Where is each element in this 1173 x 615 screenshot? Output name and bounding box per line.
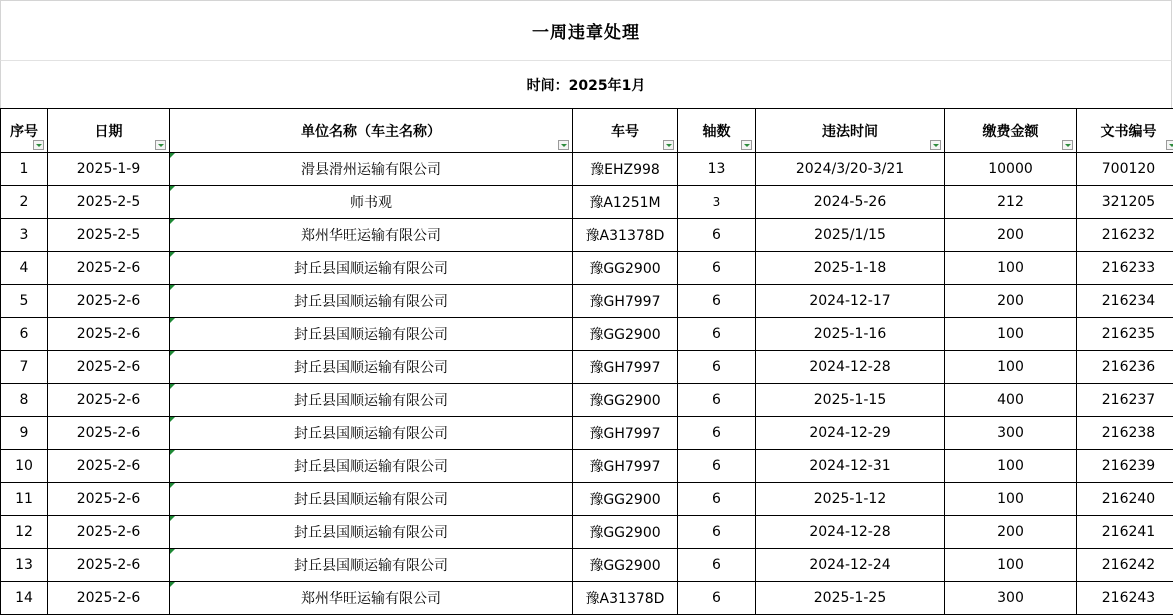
cell-date[interactable] [48,516,170,549]
cell-text: 11 [15,491,33,507]
cell-axle[interactable] [678,186,756,219]
cell-unit[interactable] [170,153,573,186]
cell-text: 200 [997,227,1024,243]
cell-plate[interactable] [573,450,678,483]
cell-text: 豫GG2900 [589,558,661,574]
cell-doc-no[interactable] [1077,582,1173,615]
cell-text: 滑县滑州运输有限公司 [301,162,441,178]
cell-seq[interactable] [1,549,48,582]
cell-text: 师书观 [350,195,392,211]
cell-seq[interactable] [1,450,48,483]
filter-dropdown-icon[interactable] [155,140,166,150]
cell-unit[interactable] [170,516,573,549]
cell-unit[interactable] [170,186,573,219]
cell-axle[interactable] [678,417,756,450]
cell-text: 2025-2-6 [76,260,141,276]
cell-amount[interactable] [945,549,1077,582]
cell-text: 300 [997,425,1024,441]
cell-seq[interactable] [1,186,48,219]
cell-text: 2025-2-5 [76,194,141,210]
header-plate-label: 车号 [611,123,639,140]
cell-unit[interactable] [170,219,573,252]
cell-text: 豫GH7997 [589,294,661,310]
cell-text: 2024-12-24 [809,557,891,573]
cell-violation-time[interactable] [756,417,945,450]
cell-plate[interactable] [573,285,678,318]
cell-text: 12 [15,524,33,540]
cell-violation-time[interactable] [756,186,945,219]
filter-dropdown-icon[interactable] [930,140,941,150]
cell-text: 2025-2-6 [76,326,141,342]
cell-amount[interactable] [945,450,1077,483]
cell-text: 216238 [1101,425,1156,441]
cell-text: 2025-2-6 [76,524,141,540]
cell-violation-time[interactable] [756,318,945,351]
cell-date[interactable] [48,252,170,285]
cell-date[interactable] [48,318,170,351]
cell-amount[interactable] [945,384,1077,417]
cell-doc-no[interactable] [1077,450,1173,483]
header-plate[interactable] [573,109,678,153]
cell-date[interactable] [48,285,170,318]
table-row [1,582,1173,615]
cell-text: 豫GG2900 [589,492,661,508]
cell-amount[interactable] [945,252,1077,285]
cell-text: 郑州华旺运输有限公司 [301,591,441,607]
cell-text: 2024-12-28 [809,524,891,540]
comment-indicator-icon [170,483,175,488]
cell-date[interactable] [48,582,170,615]
cell-text: 2025-1-16 [813,326,887,342]
cell-text: 212 [997,194,1024,210]
cell-plate[interactable] [573,417,678,450]
cell-text: 2025-2-6 [76,359,141,375]
cell-text: 封丘县国顺运输有限公司 [294,327,448,343]
cell-text: 6 [712,458,721,474]
filter-dropdown-icon[interactable] [33,140,44,150]
table-row [1,549,1173,582]
cell-text: 6 [712,392,721,408]
cell-text: 6 [712,524,721,540]
cell-text: 5 [19,293,29,309]
cell-amount[interactable] [945,153,1077,186]
cell-text: 郑州华旺运输有限公司 [301,228,441,244]
cell-text: 封丘县国顺运输有限公司 [294,360,448,376]
cell-text: 700120 [1101,161,1156,177]
table-row [1,351,1173,384]
cell-text: 豫A31378D [585,228,665,244]
cell-violation-time[interactable] [756,582,945,615]
cell-text: 3 [19,227,29,243]
header-violation-time-label: 违法时间 [822,123,878,140]
cell-date[interactable] [48,549,170,582]
cell-doc-no[interactable] [1077,483,1173,516]
cell-text: 2025-2-6 [76,557,141,573]
table-row [1,450,1173,483]
header-date-label: 日期 [94,123,123,140]
cell-text: 100 [997,491,1024,507]
cell-seq[interactable] [1,483,48,516]
cell-text: 2 [19,194,29,210]
header-unit-label: 单位名称（车主名称） [301,123,441,140]
cell-text: 216242 [1101,557,1156,573]
cell-text: 2025-1-15 [813,392,887,408]
cell-text: 豫EHZ998 [590,162,660,178]
cell-seq[interactable] [1,351,48,384]
cell-text: 2024-12-31 [809,458,891,474]
cell-seq[interactable] [1,285,48,318]
cell-text: 2025-2-6 [76,590,141,606]
comment-indicator-icon [170,582,175,587]
cell-text: 321205 [1101,194,1156,210]
cell-axle[interactable] [678,219,756,252]
cell-text: 封丘县国顺运输有限公司 [294,492,448,508]
cell-axle[interactable] [678,582,756,615]
comment-indicator-icon [170,252,175,257]
cell-text: 9 [19,425,29,441]
header-axle-label: 轴数 [702,123,731,140]
header-seq-label: 序号 [10,123,38,140]
cell-text: 6 [712,260,721,276]
cell-text: 200 [997,293,1024,309]
cell-seq[interactable] [1,318,48,351]
cell-text: 2024-12-17 [809,293,891,309]
header-seq[interactable] [1,109,48,153]
comment-indicator-icon [170,318,175,323]
cell-seq[interactable] [1,219,48,252]
table-row [1,252,1173,285]
cell-text: 2024-12-28 [809,359,891,375]
comment-indicator-icon [170,351,175,356]
time-label[interactable]: 时间：2025年1月 [0,61,1172,108]
cell-plate[interactable] [573,219,678,252]
cell-text: 豫GG2900 [589,261,661,277]
cell-text: 100 [997,260,1024,276]
filter-dropdown-icon[interactable] [741,140,752,150]
cell-axle[interactable] [678,153,756,186]
comment-indicator-icon [170,285,175,290]
cell-text: 豫A31378D [585,591,665,607]
cell-text: 216243 [1101,590,1156,606]
cell-text: 2025-1-25 [813,590,887,606]
cell-text: 216237 [1101,392,1156,408]
header-amount[interactable] [945,109,1077,153]
table-row [1,384,1173,417]
cell-text: 2025/1/15 [814,227,886,243]
table-row [1,186,1173,219]
cell-text: 封丘县国顺运输有限公司 [294,525,448,541]
cell-unit[interactable] [170,582,573,615]
cell-violation-time[interactable] [756,384,945,417]
cell-seq[interactable] [1,417,48,450]
comment-indicator-icon [170,186,175,191]
cell-unit[interactable] [170,549,573,582]
cell-text: 216234 [1101,293,1156,309]
cell-axle[interactable] [678,285,756,318]
cell-unit[interactable] [170,351,573,384]
cell-text: 豫GH7997 [589,459,661,475]
cell-text: 封丘县国顺运输有限公司 [294,294,448,310]
cell-doc-no[interactable] [1077,219,1173,252]
cell-axle[interactable] [678,450,756,483]
cell-violation-time[interactable] [756,549,945,582]
cell-unit[interactable] [170,384,573,417]
cell-violation-time[interactable] [756,351,945,384]
cell-date[interactable] [48,219,170,252]
cell-text: 216233 [1101,260,1156,276]
comment-indicator-icon [170,516,175,521]
cell-text: 2025-1-12 [813,491,887,507]
cell-amount[interactable] [945,582,1077,615]
filter-dropdown-icon[interactable] [1166,140,1173,150]
comment-indicator-icon [170,450,175,455]
cell-text: 200 [997,524,1024,540]
cell-text: 6 [19,326,29,342]
table-row [1,516,1173,549]
cell-text: 2025-2-6 [76,425,141,441]
cell-violation-time[interactable] [756,450,945,483]
cell-text: 8 [19,392,29,408]
cell-amount[interactable] [945,219,1077,252]
cell-amount[interactable] [945,318,1077,351]
cell-date[interactable] [48,384,170,417]
comment-indicator-icon [170,384,175,389]
cell-text: 7 [19,359,29,375]
cell-text: 6 [712,359,721,375]
cell-text: 2025-2-6 [76,392,141,408]
cell-text: 300 [997,590,1024,606]
cell-axle[interactable] [678,351,756,384]
cell-text: 6 [712,227,721,243]
header-amount-label: 缴费金额 [982,123,1039,140]
cell-text: 封丘县国顺运输有限公司 [294,459,448,475]
cell-date[interactable] [48,483,170,516]
comment-indicator-icon [170,417,175,422]
cell-date[interactable] [48,351,170,384]
cell-text: 216232 [1101,227,1156,243]
cell-axle[interactable] [678,318,756,351]
cell-text: 2025-2-6 [76,491,141,507]
table-row [1,318,1173,351]
cell-text: 封丘县国顺运输有限公司 [294,393,448,409]
cell-amount[interactable] [945,285,1077,318]
table-row [1,219,1173,252]
cell-doc-no[interactable] [1077,417,1173,450]
cell-date[interactable] [48,153,170,186]
cell-text: 豫GG2900 [589,525,661,541]
cell-unit[interactable] [170,285,573,318]
cell-amount[interactable] [945,351,1077,384]
cell-text: 6 [712,557,721,573]
cell-amount[interactable] [945,516,1077,549]
cell-text: 10000 [988,161,1033,177]
cell-doc-no[interactable] [1077,516,1173,549]
cell-text: 100 [997,359,1024,375]
header-unit[interactable] [170,109,573,153]
cell-text: 216236 [1101,359,1156,375]
cell-axle[interactable] [678,483,756,516]
cell-doc-no[interactable] [1077,186,1173,219]
cell-date[interactable] [48,450,170,483]
cell-plate[interactable] [573,582,678,615]
cell-text: 10 [15,458,33,474]
table-row [1,417,1173,450]
header-doc-no-label: 文书编号 [1100,123,1157,140]
cell-text: 13 [15,557,33,573]
cell-axle[interactable] [678,516,756,549]
cell-date[interactable] [48,417,170,450]
cell-axle[interactable] [678,384,756,417]
cell-unit[interactable] [170,483,573,516]
cell-text: 2025-2-6 [76,293,141,309]
comment-indicator-icon [170,153,175,158]
cell-text: 豫GG2900 [589,327,661,343]
cell-seq[interactable] [1,582,48,615]
cell-text: 216241 [1101,524,1156,540]
filter-dropdown-icon[interactable] [1062,140,1073,150]
cell-text: 3 [712,195,721,209]
cell-text: 2024-5-26 [813,194,887,210]
cell-plate[interactable] [573,516,678,549]
header-doc-no[interactable] [1077,109,1173,153]
filter-dropdown-icon[interactable] [663,140,674,150]
cell-unit[interactable] [170,252,573,285]
cell-text: 2025-1-9 [76,161,141,177]
cell-violation-time[interactable] [756,285,945,318]
cell-text: 216239 [1101,458,1156,474]
cell-date[interactable] [48,186,170,219]
cell-text: 豫GG2900 [589,393,661,409]
cell-text: 6 [712,491,721,507]
comment-indicator-icon [170,549,175,554]
cell-text: 2025-1-18 [813,260,887,276]
violations-table [0,108,1173,615]
cell-violation-time[interactable] [756,252,945,285]
cell-axle[interactable] [678,252,756,285]
cell-unit[interactable] [170,450,573,483]
cell-plate[interactable] [573,549,678,582]
cell-text: 100 [997,458,1024,474]
cell-axle[interactable] [678,549,756,582]
cell-seq[interactable] [1,384,48,417]
cell-amount[interactable] [945,483,1077,516]
cell-doc-no[interactable] [1077,549,1173,582]
cell-text: 100 [997,557,1024,573]
cell-text: 豫A1251M [589,195,661,211]
cell-violation-time[interactable] [756,219,945,252]
cell-doc-no[interactable] [1077,351,1173,384]
table-row [1,153,1173,186]
cell-text: 6 [712,590,721,606]
cell-doc-no[interactable] [1077,285,1173,318]
header-row [1,109,1173,153]
cell-text: 4 [19,260,29,276]
cell-text: 2025-2-6 [76,458,141,474]
cell-plate[interactable] [573,252,678,285]
cell-text: 14 [15,590,33,606]
comment-indicator-icon [170,219,175,224]
cell-plate[interactable] [573,186,678,219]
cell-text: 封丘县国顺运输有限公司 [294,261,448,277]
table-row [1,483,1173,516]
header-violation-time[interactable] [756,109,945,153]
cell-unit[interactable] [170,318,573,351]
cell-text: 2024/3/20-3/21 [795,161,905,177]
cell-text: 豫GH7997 [589,360,661,376]
sheet-title[interactable]: 一周违章处理 [0,0,1172,61]
cell-text: 6 [712,326,721,342]
cell-violation-time[interactable] [756,516,945,549]
cell-doc-no[interactable] [1077,153,1173,186]
cell-amount[interactable] [945,417,1077,450]
table-row [1,285,1173,318]
cell-violation-time[interactable] [756,153,945,186]
cell-text: 豫GH7997 [589,426,661,442]
cell-plate[interactable] [573,384,678,417]
cell-text: 封丘县国顺运输有限公司 [294,426,448,442]
cell-plate[interactable] [573,318,678,351]
cell-text: 100 [997,326,1024,342]
cell-seq[interactable] [1,153,48,186]
cell-text: 13 [707,161,726,177]
cell-text: 2025-2-5 [76,227,141,243]
filter-dropdown-icon[interactable] [558,140,569,150]
cell-doc-no[interactable] [1077,384,1173,417]
cell-doc-no[interactable] [1077,252,1173,285]
cell-plate[interactable] [573,351,678,384]
cell-text: 6 [712,293,721,309]
cell-text: 封丘县国顺运输有限公司 [294,558,448,574]
cell-seq[interactable] [1,516,48,549]
cell-text: 6 [712,425,721,441]
cell-text: 2024-12-29 [809,425,891,441]
cell-unit[interactable] [170,417,573,450]
cell-amount[interactable] [945,186,1077,219]
cell-text: 1 [19,161,29,177]
cell-doc-no[interactable] [1077,318,1173,351]
cell-violation-time[interactable] [756,483,945,516]
cell-text: 216235 [1101,326,1156,342]
cell-plate[interactable] [573,153,678,186]
table-body [1,153,1173,615]
cell-seq[interactable] [1,252,48,285]
cell-text: 216240 [1101,491,1156,507]
cell-text: 400 [997,392,1024,408]
cell-plate[interactable] [573,483,678,516]
header-date[interactable] [48,109,170,153]
header-axle[interactable] [678,109,756,153]
